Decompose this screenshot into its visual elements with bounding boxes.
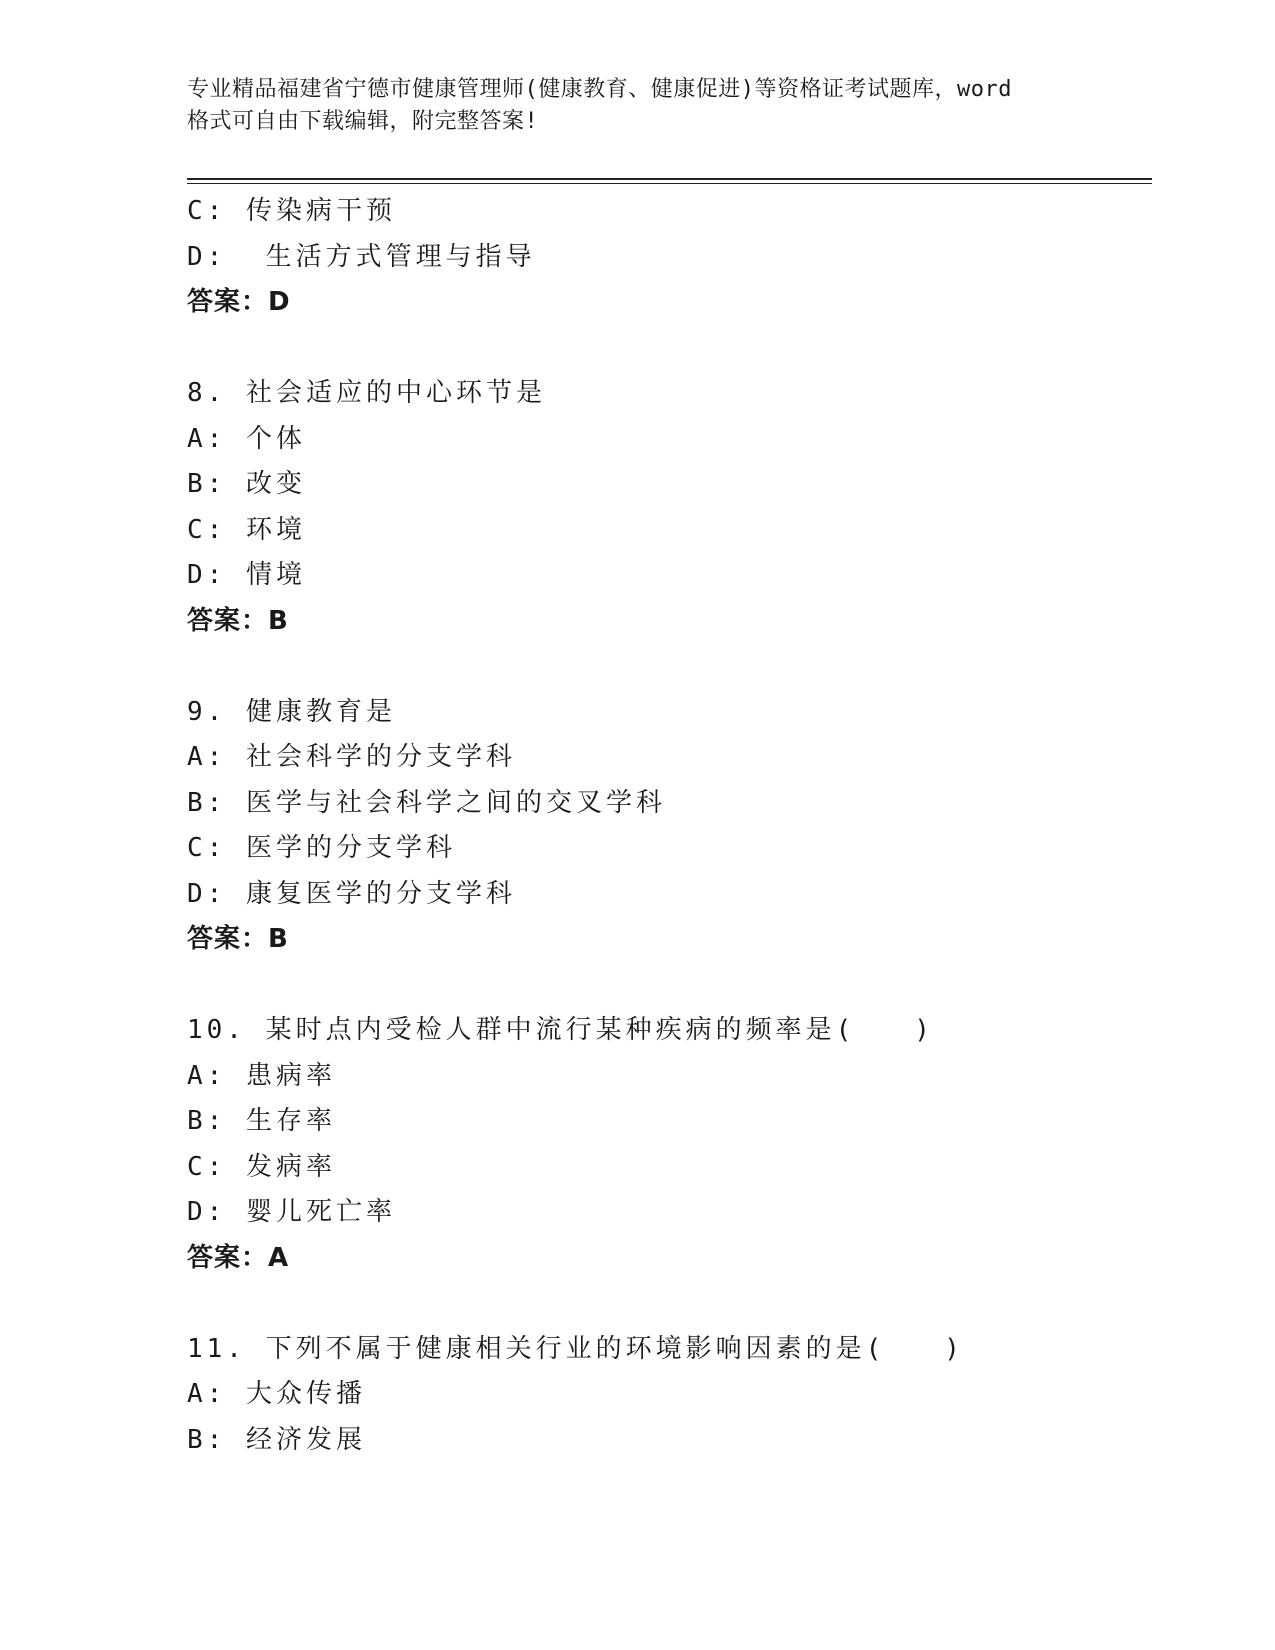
question-text: 8. 社会适应的中心环节是 [187, 378, 546, 408]
option-d: D: 生活方式管理与指导 [187, 241, 536, 272]
spacer [187, 644, 1147, 690]
option-a: A: 社会科学的分支学科 [187, 742, 516, 772]
spacer [187, 1281, 1147, 1327]
option-c: C: 发病率 [187, 1151, 336, 1182]
answer-line: 答案：B [187, 924, 289, 954]
header-divider-thick [187, 178, 1152, 180]
question-list [187, 189, 1147, 1463]
question-9 [187, 690, 1147, 963]
document-header [187, 74, 1107, 138]
option-c: C: 医学的分支学科 [187, 833, 456, 863]
option-d: D: 康复医学的分支学科 [187, 878, 516, 909]
answer-line: 答案：A [187, 1242, 290, 1273]
option-c: C: 环境 [187, 514, 306, 545]
option-a: A: 患病率 [187, 1060, 336, 1091]
question-7-tail [187, 189, 1147, 326]
question-text: 9. 健康教育是 [187, 696, 396, 727]
option-b: B: 医学与社会科学之间的交叉学科 [187, 787, 666, 818]
option-c: C: 传染病干预 [187, 196, 396, 226]
option-b: B: 经济发展 [187, 1424, 366, 1455]
question-11 [187, 1327, 1147, 1464]
option-b: B: 生存率 [187, 1106, 336, 1136]
option-d: D: 情境 [187, 560, 306, 590]
answer-line: 答案：D [187, 287, 291, 317]
spacer [187, 963, 1147, 1009]
question-8 [187, 371, 1147, 644]
question-text: 11. 下列不属于健康相关行业的环境影响因素的是( ) [187, 1333, 964, 1364]
option-b: B: 改变 [187, 469, 306, 499]
question-text: 10. 某时点内受检人群中流行某种疾病的频率是( ) [187, 1015, 934, 1045]
spacer [187, 326, 1147, 372]
option-d: D: 婴儿死亡率 [187, 1197, 396, 1227]
question-10 [187, 1008, 1147, 1281]
header-divider-thin [187, 183, 1152, 184]
option-a: A: 个体 [187, 423, 306, 454]
header-line-2: 格式可自由下载编辑，附完整答案! [187, 109, 539, 134]
header-line-1: 专业精品福建省宁德市健康管理师(健康教育、健康促进)等资格证考试题库，word [187, 77, 1012, 102]
answer-line: 答案：B [187, 605, 289, 636]
option-a: A: 大众传播 [187, 1379, 366, 1409]
